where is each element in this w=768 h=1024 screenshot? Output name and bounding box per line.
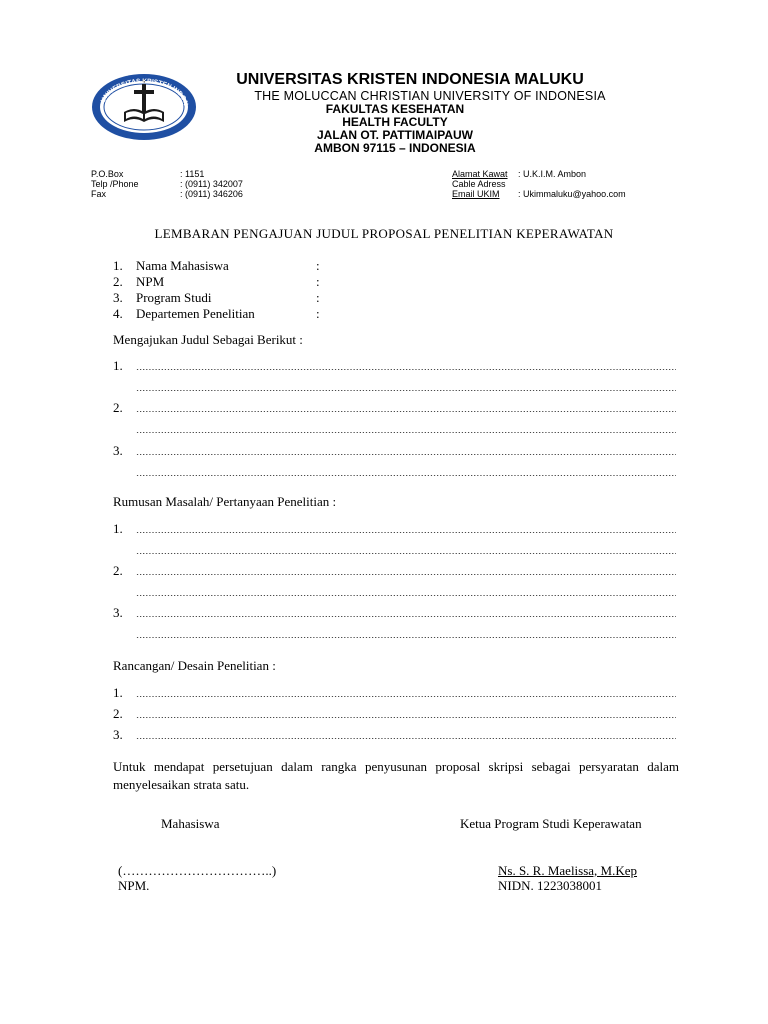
faculty-name: FAKULTAS KESEHATAN [325,102,465,116]
dotted-fill-line [136,432,676,433]
contact-pobox-label: P.O.Box [91,169,124,179]
dotted-fill-line [136,637,676,638]
dotted-fill-line [136,369,676,370]
university-name-english: THE MOLUCCAN CHRISTIAN UNIVERSITY OF INDONESIA [254,89,606,103]
form-title: LEMBARAN PENGAJUAN JUDUL PROPOSAL PENELITIAN KEPERAWATAN [154,226,614,241]
field-colon: : [316,258,320,273]
contact-pobox-value: : 1151 [180,169,205,179]
university-name: UNIVERSITAS KRISTEN INDONESIA MALUKU [236,71,584,88]
dotted-fill-line [136,574,676,575]
field-number: 4. [113,306,123,321]
dotted-fill-line [136,553,676,554]
university-seal-logo-graphic [90,72,198,142]
dotted-fill-line [136,717,676,718]
contact-fax-value: : (0911) 346206 [180,189,243,199]
dotted-fill-line [136,616,676,617]
contact-email-label: Email UKIM [452,189,500,199]
list-item-number: 3. [113,443,123,458]
field-npm-label: NPM [136,274,165,289]
dotted-fill-line [136,696,676,697]
university-seal-logo [90,72,198,142]
head-signature-title: Ketua Program Studi Keperawatan [460,816,642,831]
dotted-fill-line [136,411,676,412]
contact-cable-label: Alamat Kawat [452,169,508,179]
svg-text:UNIVERSITAS KRISTEN INDONESIA: UNIVERSITAS KRISTEN INDON [99,77,189,107]
field-student-name-label: Nama Mahasiswa [136,258,229,273]
address-city: AMBON 97115 – INDONESIA [314,141,476,155]
dotted-fill-line [136,532,676,533]
field-program-label: Program Studi [136,290,212,305]
dotted-fill-line [136,454,676,455]
field-colon: : [316,306,320,321]
list-item-number: 2. [113,400,123,415]
field-department-label: Departemen Penelitian [136,306,255,321]
contact-phone-value: : (0911) 342007 [180,179,243,189]
student-npm-label: NPM. [118,878,150,893]
field-number: 3. [113,290,123,305]
head-signatory-nidn: NIDN. 1223038001 [498,878,602,893]
list-item-number: 1. [113,521,123,536]
field-number: 2. [113,274,123,289]
dotted-fill-line [136,475,676,476]
faculty-name-english: HEALTH FACULTY [342,115,448,129]
dotted-fill-line [136,738,676,739]
section-heading-research-question: Rumusan Masalah/ Pertanyaan Penelitian : [113,494,337,509]
section-heading-research-design: Rancangan/ Desain Penelitian : [113,658,276,673]
list-item-number: 3. [113,727,123,742]
address-street: JALAN OT. PATTIMAIPAUW [317,128,473,142]
field-number: 1. [113,258,123,273]
head-signatory-name: Ns. S. R. Maelissa, M.Kep [498,863,638,878]
field-colon: : [316,274,320,289]
list-item-number: 1. [113,685,123,700]
contact-email-value: : Ukimmaluku@yahoo.com [518,189,626,199]
list-item-number: 2. [113,563,123,578]
dotted-fill-line [136,595,676,596]
list-item-number: 1. [113,358,123,373]
list-item-number: 2. [113,706,123,721]
section-heading-title: Mengajukan Judul Sebagai Berikut : [113,332,303,347]
field-colon: : [316,290,320,305]
contact-cable-value: : U.K.I.M. Ambon [518,169,587,179]
contact-cable-address-label: Cable Adress [452,179,506,189]
dotted-fill-line [136,390,676,391]
closing-statement: Untuk mendapat persetujuan dalam rangka penyusunan proposal skripsi sebagai persyaratan dalam menyelesaikan strata satu. [113,759,679,792]
contact-fax-label: Fax [91,189,107,199]
student-signature-blank: (……………………………..) [118,863,277,878]
list-item-number: 3. [113,605,123,620]
contact-phone-label: Telp /Phone [91,179,139,189]
student-signature-title: Mahasiswa [161,816,220,831]
